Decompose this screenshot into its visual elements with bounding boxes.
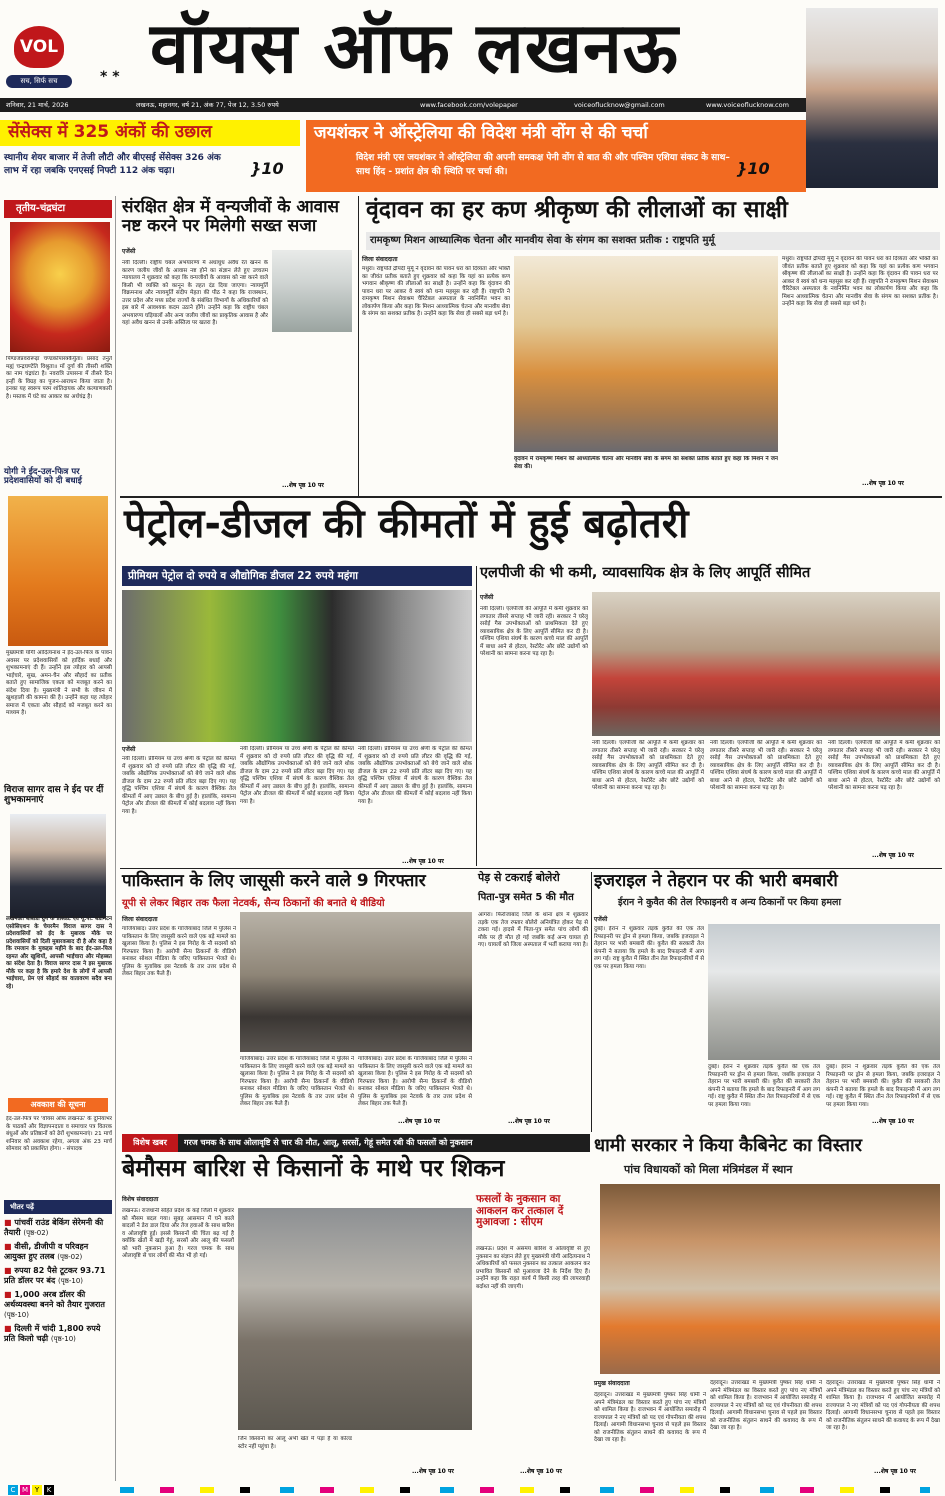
section-rule [120,496,942,498]
index-item-page: (पृष्ठ-02) [57,1253,83,1261]
index-item-text: वीसी, डीजीपी व परिवहन आयुक्त हुए तलब [4,1242,89,1261]
yogi-text: मुख्यमंत्री योगी आदित्यनाथ ने ईद-उल-फित्र के पावन अवसर पर प्रदेशवासियों को हार्दिक बधाई और शुभकामनाएं दी हैं। उन्होंने इस त्योहार को आपसी भाईचारे, सुख, अमन-चैन और सौहार्द का प्रतीक बताते हुए सामाजिक एकता को मजबूत करने का संदेश दिया है। मुख्यमंत्री ने सभी के जीवन में खुशहाली की कामना की है। उन्होंने कहा यह त्योहार समाज में एकता और सौहार्द को मजबूत करने का माध्यम है। [6,650,112,717]
spy-text-2: गाजियाबाद। उत्तर प्रदेश के गाजियाबाद जिले में पुलिस ने पाकिस्तान के लिए जासूसी करने वाले एक बड़े मामले का खुलासा किया है। पुलिस ने इस गिरोह के नौ सदस्यों को गिरफ्तार किया है। आरोपी सैन्य ठिकानों के वीडियो बनाकर सोशल मीडिया के जरिए पाकिस्तान भेजते थे। पुलिस के मुताबिक इस नेटवर्क के तार उत्तर प्रदेश से लेकर बिहार तक फैले हैं। [240,1056,354,1108]
viraj-text: लखनऊ। बीबीडी ग्रुप के प्रेसिडेंट एवं यू.पी. बैडमिंटन एसोसिएशन के चेयरमैन विराज सागर दास ने प्रदेशवासियों को ईद के मुबारक मौके पर प्रदेशवासियों को दिली मुबारकबाद दी है और कहा है कि रमजान के मुकद्दस महीने के बाद ईद-उल-फित्र रहमत और खुशियों, आपसी भाईचारा और मोहब्बत का संदेश देता है। विराज सागर दास ने इस मुबारक मौके पर कहा है कि हमारे देश के लोगों में आपसी भाईचारा, प्रेम एवं सौहार्द का वातावरण सदैव बना रहे। [6,916,112,990]
wildlife-text: नयी दिल्ली। राष्ट्रीय चंबल अभयारण्य में अंधाधुंध अवैध रेत खनन के कारण जलीय जीवों के आवास नष्ट होने का संज्ञान लेते हुए उच्चतम न्यायालय ने शुक्रवार को कहा कि वन्यजीवों के आवास को नष्ट करने वाले किसी भी व्यक्ति को कानून के तहत दंड दिया जाएगा। न्यायमूर्ति विक्रमनाथ और न्यायमूर्ति संदीप मेहता की पीठ ने कहा कि राजस्थान, उत्तर प्रदेश और मध्य प्रदेश राज्यों के संबंधित विभागों के अधिकारियों को इस बारे में आवश्यक कदम उठाने होंगे। उन्होंने कहा कि राष्ट्रीय चंबल अभयारण्य घड़ियालों और अन्य जलीय जीवों का प्राकृतिक आवास है और यहां अवैध खनन से उनके अस्तित्व पर खतरा है। [122,260,268,327]
index-item-page: (पृष्ठ-10) [4,1311,29,1319]
jaishankar-text: विदेश मंत्री एस जयशंकर ने ऑस्ट्रेलिया की अपनी समकक्ष पेनी वोंग से बात की और पश्चिम एशिया संकट के साथ–साथ हिंद - प्रशांत क्षेत्र की स्थिति पर चर्चा की। [356,153,730,177]
index-item-page: (पृष्ठ-02) [23,1229,49,1237]
sensex-page: 10 [261,159,284,178]
bolero-text: आगरा। फिरोजाबाद जिले के थाना क्षेत्र में शुक्रवार तड़के एक तेज रफ्तार बोलेरो अनियंत्रित होकर पेड़ से टकरा गई। हादसे में पिता-पुत्र समेत पांच लोगों की मौके पर ही मौत हो गई जबकि कई अन्य घायल हो गए। घायलों को जिला अस्पताल में भर्ती कराया गया है। [478,912,588,949]
sensex-text: स्थानीय शेयर बाजार में तेजी लौटी और बीएसई सेंसेक्स 326 अंक लाभ में रहा जबकि एनएसई निफ्टी 112 अंक चढ़ा। [4,153,221,177]
jaishankar-page-ref [736,160,770,178]
dhami-headline: धामी सरकार ने किया कैबिनेट का विस्तार [594,1135,862,1156]
iran-text-2: दुबई। ईरान ने शुक्रवार तड़के कुवैत की एक तेल रिफाइनरी पर ड्रोन से हमला किया, जबकि इजराइल ने तेहरान पर भारी बमबारी की। कुवैत की सरकारी तेल कंपनी ने बताया कि हमले के बाद रिफाइनरी में आग लग गई। राष्ट्र कुवैत में स्थित तीन तेल रिफाइनरियों में से एक पर हमला किया गया। [708,1064,820,1108]
lpg-text-3: नयी दिल्ली। एलपीजी की आपूर्ति में कमी शुक्रवार को लगातार तीसरे सप्ताह भी जारी रही। सरकार ने घरेलू रसोई गैस उपभोक्ताओं को प्राथमिकता देते हुए व्यावसायिक क्षेत्र के लिए आपूर्ति सीमित कर दी है। पश्चिम एशिया संघर्ष के कारण कच्चे माल की आपूर्ति में बाधा आने से होटल, रेस्टोरेंट और छोटे उद्योगों को परेशानी का सामना करना पड़ रहा है। [710,740,822,792]
masthead-stars: * * [100,69,120,85]
bolero-sub: पिता-पुत्र समेत 5 की मौत [478,892,574,903]
index-item-page: (पृष्ठ-10) [58,1277,84,1285]
petrol-byline: एजेंसी [122,746,136,753]
spy-story[interactable] [122,872,472,1132]
edition-info: लखनऊ, महानगर, वर्ष 21, अंक 77, पेज 12, 3.50 रुपये [136,101,279,109]
lpg-cylinders-photo [592,592,940,736]
bullet-icon: ■ [4,1218,12,1227]
index-item[interactable] [4,1324,112,1344]
masthead-title: वॉयस ऑफ लखनऊ [150,7,679,89]
print-footer [0,1484,945,1496]
yogi-title: योगी ने ईद-उल-फित्र पर प्रदेशवासियों को दी बधाई [4,467,82,487]
cmyk-y: Y [32,1485,42,1495]
jaishankar-teaser[interactable] [306,120,806,192]
arrested-group-photo [240,912,472,1052]
lpg-text: नयी दिल्ली। एलपीजी की आपूर्ति में कमी शुक्रवार को लगातार तीसरे सप्ताह भी जारी रही। सरकार ने घरेलू रसोई गैस उपभोक्ताओं को प्राथमिकता देते हुए व्यावसायिक क्षेत्र के लिए आपूर्ति सीमित कर दी है। पश्चिम एशिया संघर्ष के कारण कच्चे माल की आपूर्ति में बाधा आने से होटल, रेस्टोरेंट और छोटे उद्योगों को परेशानी का सामना करना पड़ रहा है। [480,606,588,658]
index-item[interactable] [4,1218,112,1238]
bullet-icon: ■ [4,1324,12,1333]
bolero-continued[interactable]: ...शेष पृष्ठ 10 पर [508,1118,550,1125]
vrindavan-story[interactable] [362,198,940,494]
petrol-text-3: नयी दिल्ली। प्रीमियम या उच्च श्रेणी के पेट्रोल की कीमत में शुक्रवार को दो रुपये प्रति लीटर की वृद्धि की गई, जबकि औद्योगिक उपभोक्ताओं को बेचे जाने वाले थोक डीजल के दाम 22 रुपये प्रति लीटर बढ़ा दिए गए। यह वृद्धि पश्चिम एशिया में संघर्ष के कारण वैश्विक तेल कीमतों में आए उछाल के बीच हुई है। हालांकि, सामान्य पेट्रोल और डीजल की कीमतों में कोई बदलाव नहीं किया गया है। [358,746,472,805]
index-item-text: 1,000 अरब डॉलर की अर्थव्यवस्था बनने को तैयार गुजरात [4,1290,105,1309]
section-rule [120,868,942,869]
rain-caption: जिन किसानों का आलू अभी खेत में पड़ा है या कोल्ड स्टोर नहीं पहुंचा है। [238,1436,352,1450]
slogan-pill: सच, सिर्फ सच [6,75,72,88]
index-title: भीतर पढ़ें [4,1200,112,1214]
bolero-story[interactable] [478,872,588,1132]
iran-byline: एजेंसी [594,916,608,923]
wildlife-continued[interactable]: ...शेष पृष्ठ 10 पर [282,482,324,489]
iran-headline: इजराइल ने तेहरान पर की भारी बमबारी [594,871,838,891]
lpg-story[interactable] [480,566,940,866]
vrindavan-caption: वृंदावन में रामकृष्ण मिशन को आध्यात्मिक चेतना और मानवीय सेवा के संगम का सशक्त प्रतीक बताते हुए कहा कि मिशन ने जन सेवा की। [514,456,778,470]
vrindavan-headline: वृंदावन का हर कण श्रीकृष्ण की लीलाओं का साक्षी [366,197,788,223]
compensation-text: लखनऊ। प्रदेश में असमय बारिश व ओलावृष्टि से हुए नुकसान का संज्ञान लेते हुए मुख्यमंत्री योगी आदित्यनाथ ने अधिकारियों को फसल नुकसान का तत्काल आकलन कर प्रभावित किसानों को मुआवजा देने के निर्देश दिए हैं। उन्होंने कहा कि राहत कार्य में किसी तरह की लापरवाही बर्दाश्त नहीं की जाएगी। [476,1246,590,1290]
issue-date: शनिवार, 21 मार्च, 2026 [6,101,69,109]
rain-byline: विशेष संवाददाता [122,1196,159,1203]
dhami-continued[interactable]: ...शेष पृष्ठ 10 पर [874,1468,916,1475]
viraj-title: विराज सागर दास ने ईद पर दीं शुभकामनाएं [4,785,104,805]
bolero-headline: पेड़ से टकराई बोलेरो [478,871,560,884]
index-item-text: पांचवीं राउंड बेकिंग सेरेमनी की तैयारी [4,1218,104,1237]
petrol-continued[interactable]: ...शेष पृष्ठ 10 पर [402,858,444,865]
petrol-headline[interactable]: पेट्रोल-डीजल की कीमतों में हुई बढ़ोतरी [124,501,689,547]
iran-deck: ईरान ने कुवैत की तेल रिफाइनरी व अन्य ठिकानों पर किया हमला [618,897,841,908]
dhami-deck: पांच विधायकों को मिला मंत्रिमंडल में स्थान [624,1163,793,1176]
sensex-page-ref [250,160,284,178]
vrindavan-deck: रामकृष्ण मिशन आध्यात्मिक चेतना और मानवीय सेवा के संगम का सशक्त प्रतीक : राष्ट्रपति मुर्मू [366,232,940,250]
iran-continued[interactable]: ...शेष पृष्ठ 10 पर [872,1118,914,1125]
iran-story[interactable] [594,872,940,1132]
jaishankar-headline: जयशंकर ने ऑस्ट्रेलिया की विदेश मंत्री वोंग से की चर्चा [314,123,648,143]
vrindavan-continued[interactable]: ...शेष पृष्ठ 10 पर [862,480,904,487]
brace-icon: } [736,159,748,178]
dhami-text-2: देहरादून। उत्तराखंड में मुख्यमंत्री पुष्कर सिंह धामी ने अपने मंत्रिमंडल का विस्तार करते हुए पांच नए मंत्रियों को शामिल किया है। राजभवन में आयोजित समारोह में राज्यपाल ने नए मंत्रियों को पद एवं गोपनीयता की शपथ दिलाई। आगामी विधानसभा चुनाव से पहले इस विस्तार को राजनीतिक संतुलन साधने की कवायद के रूप में देखा जा रहा है। [710,1380,822,1432]
logo-text: VOL [19,37,59,57]
dhami-text-3: देहरादून। उत्तराखंड में मुख्यमंत्री पुष्कर सिंह धामी ने अपने मंत्रिमंडल का विस्तार करते हुए पांच नए मंत्रियों को शामिल किया है। राजभवन में आयोजित समारोह में राज्यपाल ने नए मंत्रियों को पद एवं गोपनीयता की शपथ दिलाई। आगामी विधानसभा चुनाव से पहले इस विस्तार को राजनीतिक संतुलन साधने की कवायद के रूप में देखा जा रहा है। [826,1380,940,1432]
rain-headline: बेमौसम बारिश से किसानों के माथे पर शिकन [122,1154,505,1182]
iran-text-3: दुबई। ईरान ने शुक्रवार तड़के कुवैत की एक तेल रिफाइनरी पर ड्रोन से हमला किया, जबकि इजराइल ने तेहरान पर भारी बमबारी की। कुवैत की सरकारी तेल कंपनी ने बताया कि हमले के बाद रिफाइनरी में आग लग गई। राष्ट्र कुवैत में स्थित तीन तेल रिफाइनरियों में से एक पर हमला किया गया। [826,1064,940,1108]
rain-continued[interactable]: ...शेष पृष्ठ 10 पर [412,1468,454,1475]
lpg-byline: एजेंसी [480,594,494,601]
wildlife-headline: संरक्षित क्षेत्र में वन्यजीवों के आवास नष्ट करने पर मिलेगी सख्त सजा [122,197,340,236]
spy-continued[interactable]: ...शेष पृष्ठ 10 पर [398,1118,440,1125]
smoke-photo [708,924,940,1060]
column-divider [358,196,359,496]
column-divider [476,566,477,866]
color-bar [120,1487,930,1493]
jaishankar-page: 10 [747,159,770,178]
dhami-byline: प्रमुख संवाददाता [594,1380,630,1387]
column-divider [591,872,592,1132]
cmyk-m: M [21,1486,29,1494]
notice-title: अवकाश की सूचना [8,1098,108,1112]
logo-badge [14,26,64,68]
goddess-title: तृतीय-चंद्रघंटा [4,200,112,218]
email-link[interactable]: voiceoflucknow@gmail.com [574,101,665,109]
fuel-nozzles-photo [122,590,472,742]
compensation-box[interactable] [476,1194,590,1478]
viraj-photo [10,814,106,918]
ticker-text: गरज चमक के साथ ओलावृष्टि से चार की मौत, आलू, सरसों, गेहूं समेत रबी की फसलों को नुकसान [184,1138,473,1147]
website-link[interactable]: www.voiceoflucknow.com [706,101,789,109]
index-list [4,1218,112,1348]
lpg-continued[interactable]: ...शेष पृष्ठ 10 पर [872,852,914,859]
vrindavan-byline: जिला संवाददाता [362,256,398,263]
sensex-headline: सेंसेक्स में 325 अंकों की उछाल [0,120,300,146]
spy-headline: पाकिस्तान के लिए जासूसी करने वाले 9 गिरफ्तार [122,871,426,891]
wildlife-story[interactable] [122,198,356,494]
petrol-text-2: नयी दिल्ली। प्रीमियम या उच्च श्रेणी के पेट्रोल की कीमत में शुक्रवार को दो रुपये प्रति लीटर की वृद्धि की गई, जबकि औद्योगिक उपभोक्ताओं को बेचे जाने वाले थोक डीजल के दाम 22 रुपये प्रति लीटर बढ़ा दिए गए। यह वृद्धि पश्चिम एशिया में संघर्ष के कारण वैश्विक तेल कीमतों में आए उछाल के बीच हुई है। हालांकि, सामान्य पेट्रोल और डीजल की कीमतों में कोई बदलाव नहीं किया गया है। [240,746,354,805]
rain-cart-photo [238,1208,472,1430]
rain-text: लखनऊ। राजधानी सहित प्रदेश के कई जिलों में शुक्रवार को मौसम बदल गया। सुबह आसमान में घने काले बादलों ने डेरा डाल दिया और तेज हवाओं के साथ बारिश व ओलावृष्टि हुई। इससे किसानों की चिंता बढ़ गई है क्योंकि खेतों में खड़ी गेहूं, सरसों और आलू की फसलों को भारी नुकसान हुआ है। गरज चमक के साथ ओलावृष्टि से चार लोगों की मौत भी हो गई। [122,1208,234,1260]
index-item[interactable] [4,1242,112,1262]
sensex-teaser[interactable] [0,120,300,192]
supreme-court-photo [272,250,352,332]
yogi-photo [8,496,108,646]
jaishankar-photo [806,8,938,188]
cmyk-k: K [44,1485,54,1495]
masthead [0,0,945,118]
compensation-headline: फसलों के नुकसान का आकलन कर तत्काल दें मुआवजा : सीएम [476,1193,564,1229]
vrindavan-text-2: मथुरा। राष्ट्रपति द्रौपदी मुर्मू ने वृंदावन की पावन धरा को दिव्यता और भक्ति का जीवंत प्रतीक बताते हुए शुक्रवार को कहा कि यहां का प्रत्येक कण भगवान श्रीकृष्ण की लीलाओं का साक्षी है। उन्होंने कहा कि वृंदावन की पावन धरा पर आकर वे स्वयं को धन्य महसूस कर रही हैं। राष्ट्रपति ने रामकृष्ण मिशन सेवाश्रम चैरिटेबल अस्पताल के नवनिर्मित भवन का लोकार्पण किया और कहा कि मिशन आध्यात्मिक चेतना और मानवीय सेवा के संगम का सशक्त प्रतीक है। उन्होंने कहा कि सेवा ही सबसे बड़ा धर्म है। [782,256,938,308]
compensation-continued[interactable]: ...शेष पृष्ठ 10 पर [520,1468,562,1475]
rain-story[interactable] [122,1156,590,1482]
dhami-text: देहरादून। उत्तराखंड में मुख्यमंत्री पुष्कर सिंह धामी ने अपने मंत्रिमंडल का विस्तार करते हुए पांच नए मंत्रियों को शामिल किया है। राजभवन में आयोजित समारोह में राज्यपाल ने नए मंत्रियों को पद एवं गोपनीयता की शपथ दिलाई। आगामी विधानसभा चुनाव से पहले इस विस्तार को राजनीतिक संतुलन साधने की कवायद के रूप में देखा जा रहा है। [594,1392,706,1444]
left-sidebar [4,196,116,1481]
spy-byline: जिला संवाददाता [122,916,158,923]
dateline-bar [0,98,806,112]
spy-deck: यूपी से लेकर बिहार तक फैला नेटवर्क, सैन्य ठिकानों की बनाते थे वीडियो [122,898,385,909]
lpg-text-4: नयी दिल्ली। एलपीजी की आपूर्ति में कमी शुक्रवार को लगातार तीसरे सप्ताह भी जारी रही। सरकार ने घरेलू रसोई गैस उपभोक्ताओं को प्राथमिकता देते हुए व्यावसायिक क्षेत्र के लिए आपूर्ति सीमित कर दी है। पश्चिम एशिया संघर्ष के कारण कच्चे माल की आपूर्ति में बाधा आने से होटल, रेस्टोरेंट और छोटे उद्योगों को परेशानी का सामना करना पड़ रहा है। [828,740,940,792]
index-item-text: रुपया 82 पैसे टूटकर 93.71 प्रति डॉलर पर बंद [4,1266,106,1285]
lpg-text-2: नयी दिल्ली। एलपीजी की आपूर्ति में कमी शुक्रवार को लगातार तीसरे सप्ताह भी जारी रही। सरकार ने घरेलू रसोई गैस उपभोक्ताओं को प्राथमिकता देते हुए व्यावसायिक क्षेत्र के लिए आपूर्ति सीमित कर दी है। पश्चिम एशिया संघर्ष के कारण कच्चे माल की आपूर्ति में बाधा आने से होटल, रेस्टोरेंट और छोटे उद्योगों को परेशानी का सामना करना पड़ रहा है। [592,740,704,792]
brace-icon: } [250,159,262,178]
goddess-text: पिण्डजप्रवरारूढ़ा चण्डकोपास्त्रकैर्युता। प्रसादं तनुते मह्यं चन्द्रघण्टेति विश्रुता॥ माँ दुर्गा की तीसरी शक्ति का नाम चंद्रघंटा है। नवरात्रि उपासना में तीसरे दिन इन्हीं के विग्रह का पूजन-आराधन किया जाता है। इनका यह स्वरूप परम शांतिदायक और कल्याणकारी है। मस्तक में घंटे का आकार का अर्धचंद्र है। [6,356,112,400]
notice-text: ईद-उल-फित्र पर 'वॉयस ऑफ लखनऊ' के दुनियाभर के पाठकों और विज्ञापनदाता व समाचार पत्र वितरक बंधुओं और प्रतिष्ठानों को ढेरों शुभकामनाएं। 21 मार्च शनिवार को अवकाश रहेगा, अगला अंक 23 मार्च सोमवार को प्रकाशित होगा। - संपादक [6,1116,112,1153]
bullet-icon: ■ [4,1266,12,1275]
cabinet-oath-photo [600,1184,940,1374]
iran-text: दुबई। ईरान ने शुक्रवार तड़के कुवैत की एक तेल रिफाइनरी पर ड्रोन से हमला किया, जबकि इजराइल ने तेहरान पर भारी बमबारी की। कुवैत की सरकारी तेल कंपनी ने बताया कि हमले के बाद रिफाइनरी में आग लग गई। राष्ट्र कुवैत में स्थित तीन तेल रिफाइनरियों में से एक पर हमला किया गया। [594,926,704,970]
index-item-text: दिल्ली में चांदी 1,800 रुपये प्रति किलो चढ़ी [4,1324,101,1343]
bullet-icon: ■ [4,1242,12,1251]
special-ticker[interactable] [122,1134,590,1152]
goddess-image [10,222,110,352]
cmyk-c: C [8,1485,18,1495]
dhami-story[interactable] [594,1136,940,1482]
petrol-deck: प्रीमियम पेट्रोल दो रुपये व औद्योगिक डीजल 22 रुपये महंगा [122,566,472,586]
bullet-icon: ■ [4,1290,12,1299]
index-item-page: (पृष्ठ-10) [50,1335,76,1343]
index-item[interactable] [4,1266,112,1286]
ticker-label: विशेष खबर [122,1134,178,1152]
lpg-headline: एलपीजी की भी कमी, व्यावसायिक क्षेत्र के लिए आपूर्ति सीमित [480,565,811,581]
president-photo [514,256,778,452]
petrol-text: नयी दिल्ली। प्रीमियम या उच्च श्रेणी के पेट्रोल की कीमत में शुक्रवार को दो रुपये प्रति लीटर की वृद्धि की गई, जबकि औद्योगिक उपभोक्ताओं को बेचे जाने वाले थोक डीजल के दाम 22 रुपये प्रति लीटर बढ़ा दिए गए। यह वृद्धि पश्चिम एशिया में संघर्ष के कारण वैश्विक तेल कीमतों में आए उछाल के बीच हुई है। हालांकि, सामान्य पेट्रोल और डीजल की कीमतों में कोई बदलाव नहीं किया गया है। [122,756,236,815]
wildlife-byline: एजेंसी [122,248,136,255]
facebook-link[interactable]: www.facebook.com/volepaper [420,101,518,109]
spy-text-3: गाजियाबाद। उत्तर प्रदेश के गाजियाबाद जिले में पुलिस ने पाकिस्तान के लिए जासूसी करने वाले एक बड़े मामले का खुलासा किया है। पुलिस ने इस गिरोह के नौ सदस्यों को गिरफ्तार किया है। आरोपी सैन्य ठिकानों के वीडियो बनाकर सोशल मीडिया के जरिए पाकिस्तान भेजते थे। पुलिस के मुताबिक इस नेटवर्क के तार उत्तर प्रदेश से लेकर बिहार तक फैले हैं। [358,1056,472,1108]
vrindavan-text: मथुरा। राष्ट्रपति द्रौपदी मुर्मू ने वृंदावन की पावन धरा को दिव्यता और भक्ति का जीवंत प्रतीक बताते हुए शुक्रवार को कहा कि यहां का प्रत्येक कण भगवान श्रीकृष्ण की लीलाओं का साक्षी है। उन्होंने कहा कि वृंदावन की पावन धरा पर आकर वे स्वयं को धन्य महसूस कर रही हैं। राष्ट्रपति ने रामकृष्ण मिशन सेवाश्रम चैरिटेबल अस्पताल के नवनिर्मित भवन का लोकार्पण किया और कहा कि मिशन आध्यात्मिक चेतना और मानवीय सेवा के संगम का सशक्त प्रतीक है। उन्होंने कहा कि सेवा ही सबसे बड़ा धर्म है। [362,266,510,318]
index-item[interactable] [4,1290,112,1320]
spy-text: गाजियाबाद। उत्तर प्रदेश के गाजियाबाद जिले में पुलिस ने पाकिस्तान के लिए जासूसी करने वाले एक बड़े मामले का खुलासा किया है। पुलिस ने इस गिरोह के नौ सदस्यों को गिरफ्तार किया है। आरोपी सैन्य ठिकानों के वीडियो बनाकर सोशल मीडिया के जरिए पाकिस्तान भेजते थे। पुलिस के मुताबिक इस नेटवर्क के तार उत्तर प्रदेश से लेकर बिहार तक फैले हैं। [122,926,236,978]
